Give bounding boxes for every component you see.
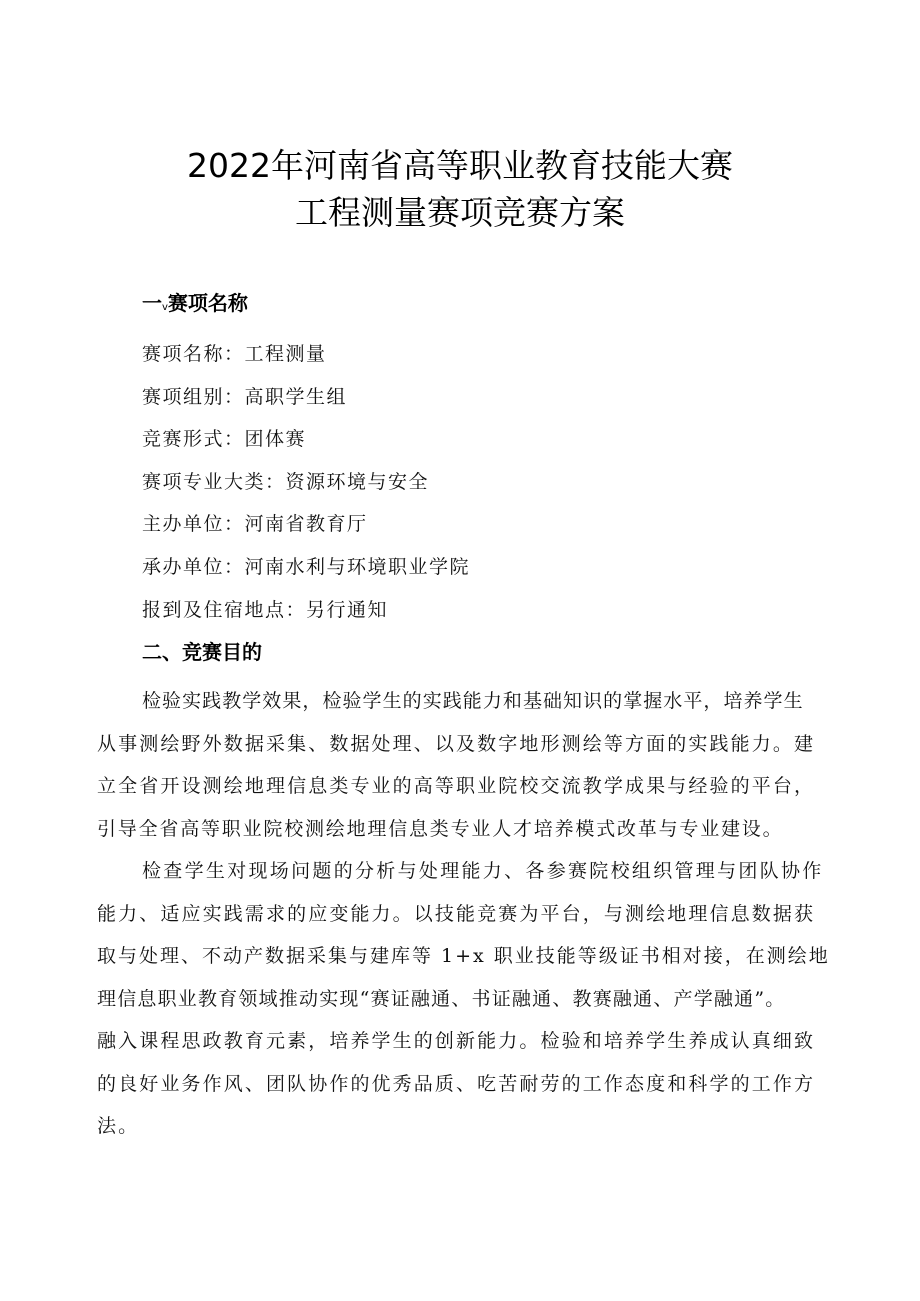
paragraph-line: 从事测绘野外数据采集、数据处理、以及数字地形测绘等方面的实践能力。建 xyxy=(97,733,816,755)
info-host: 承办单位：河南水利与环境职业学院 xyxy=(142,556,471,578)
document-title-line1: 2022年河南省高等职业教育技能大赛 xyxy=(187,146,733,185)
paragraph-line: 检验实践教学效果，检验学生的实践能力和基础知识的掌握水平，培养学生 xyxy=(142,690,804,712)
paragraph-line: 取与处理、不动产数据采集与建库等 1+x 职业技能等级证书相对接，在测绘地 xyxy=(97,945,830,967)
info-organizer: 主办单位：河南省教育厅 xyxy=(142,513,368,535)
section1-heading xyxy=(142,289,248,322)
paragraph-line: 检查学生对现场问题的分析与处理能力、各参赛院校组织管理与团队协作 xyxy=(142,860,824,882)
section1-heading-text: 赛项名称 xyxy=(167,291,248,315)
section2-heading: 二、竞赛目的 xyxy=(142,640,262,664)
paragraph-line: 的良好业务作风、团队协作的优秀品质、吃苦耐劳的工作态度和科学的工作方 xyxy=(97,1073,816,1095)
paragraph-line: 立全省开设测绘地理信息类专业的高等职业院校交流教学成果与经验的平台， xyxy=(97,775,816,797)
paragraph-line: 能力、适应实践需求的应变能力。以技能竞赛为平台，与测绘地理信息数据获 xyxy=(97,903,816,925)
paragraph-line: 融入课程思政教育元素，培养学生的创新能力。检验和培养学生养成认真细致 xyxy=(97,1030,816,1052)
info-event-name: 赛项名称：工程测量 xyxy=(142,343,327,365)
section1-heading-number: 一 xyxy=(142,291,162,315)
info-major-category: 赛项专业大类：资源环境与安全 xyxy=(142,471,430,493)
paragraph-line: 理信息职业教育领域推动实现“赛证融通、书证融通、教赛融通、产学融通”。 xyxy=(97,988,786,1010)
info-event-group: 赛项组别：高职学生组 xyxy=(142,386,348,408)
info-registration-location: 报到及住宿地点：另行通知 xyxy=(142,599,389,621)
info-competition-form: 竞赛形式：团体赛 xyxy=(142,428,307,450)
section1-heading-mark: v xyxy=(162,302,168,313)
document-title-line2: 工程测量赛项竞赛方案 xyxy=(295,193,625,232)
paragraph-line: 引导全省高等职业院校测绘地理信息类专业人才培养模式改革与专业建设。 xyxy=(97,818,784,840)
paragraph-line: 法。 xyxy=(97,1115,140,1137)
